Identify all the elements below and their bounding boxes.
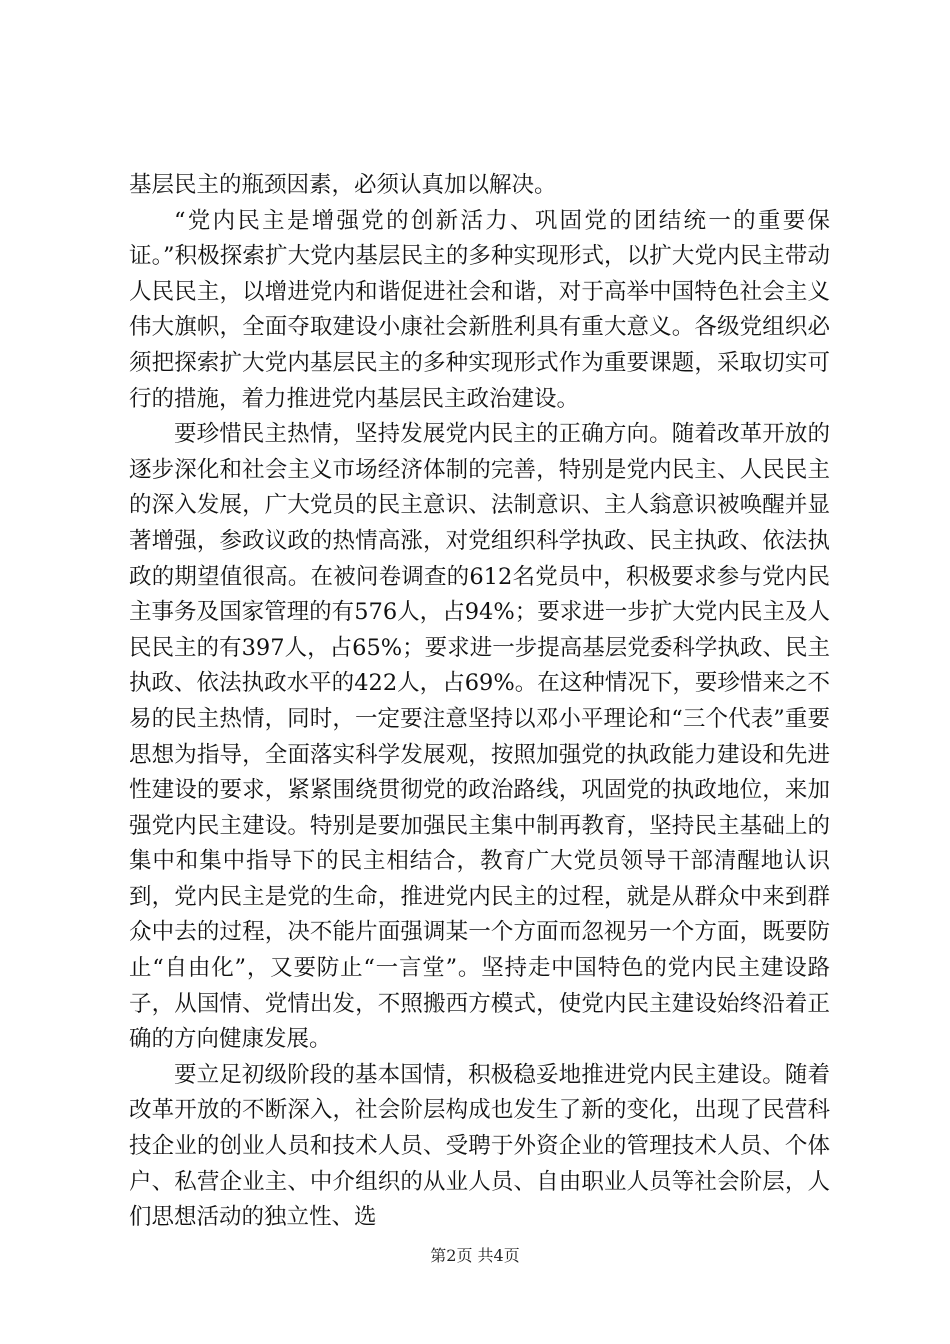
paragraph-continuation: 基层民主的瓶颈因素，必须认真加以解决。	[129, 172, 557, 198]
paragraph-democratic-enthusiasm: 要珍惜民主热情，坚持发展党内民主的正确方向。随着改革开放的逐步深化和社会主义市场经济体制的完善，特别是党内民主、人民民主的深入发展，广大党员的民主意识、法制意识、主人翁意识被唤醒并显著增强，参政议政的热情高涨，对党组织科学执政、民主执政、依法执政的期望值很高。在被问卷调查的612名党员中，积极要求参与党内民主事务及国家管理的有576人，占94%；要求进一步扩大党内民主及人民民主的有397人，占65%；要求进一步提高基层党委科学执政、民主执政、依法执政水平的422人，占69%。在这种情况下，要珍惜来之不易的民主热情，同时，一定要注意坚持以邓小平理论和“三个代表”重要思想为指导，全面落实科学发展观，按照加强党的执政能力建设和先进性建设的要求，紧紧围绕贯彻党的政治路线，巩固党的执政地位，来加强党内民主建设。特别是要加强民主集中制再教育，坚持民主基础上的集中和集中指导下的民主相结合，教育广大党员领导干部清醒地认识到，党内民主是党的生命，推进党内民主的过程，就是从群众中来到群众中去的过程，决不能片面强调某一个方面而忽视另一个方面，既要防止“自由化”，又要防止“一言堂”。坚持走中国特色的党内民主建设路子，从国情、党情出发，不照搬西方模式，使党内民主建设始终沿着正确的方向健康发展。	[129, 421, 830, 1053]
page-footer: 第2页 共4页	[430, 1246, 520, 1265]
paragraph-party-democracy: “党内民主是增强党的创新活力、巩固党的团结统一的重要保证。”积极探索扩大党内基层民主的多种实现形式，以扩大党内民主带动人民民主，以增进党内和谐促进社会和谐，对于高举中国特色社会主义伟大旗帜，全面夺取建设小康社会新胜利具有重大意义。各级党组织必须把探索扩大党内基层民主的多种实现形式作为重要课题，采取切实可行的措施，着力推进党内基层民主政治建设。	[129, 207, 830, 412]
paragraph-national-conditions: 要立足初级阶段的基本国情，积极稳妥地推进党内民主建设。随着改革开放的不断深入，社会阶层构成也发生了新的变化，出现了民营科技企业的创业人员和技术人员、受聘于外资企业的管理技术人员、个体户、私营企业主、中介组织的从业人员、自由职业人员等社会阶层，人们思想活动的独立性、选	[129, 1061, 830, 1231]
document-body	[129, 168, 830, 1236]
